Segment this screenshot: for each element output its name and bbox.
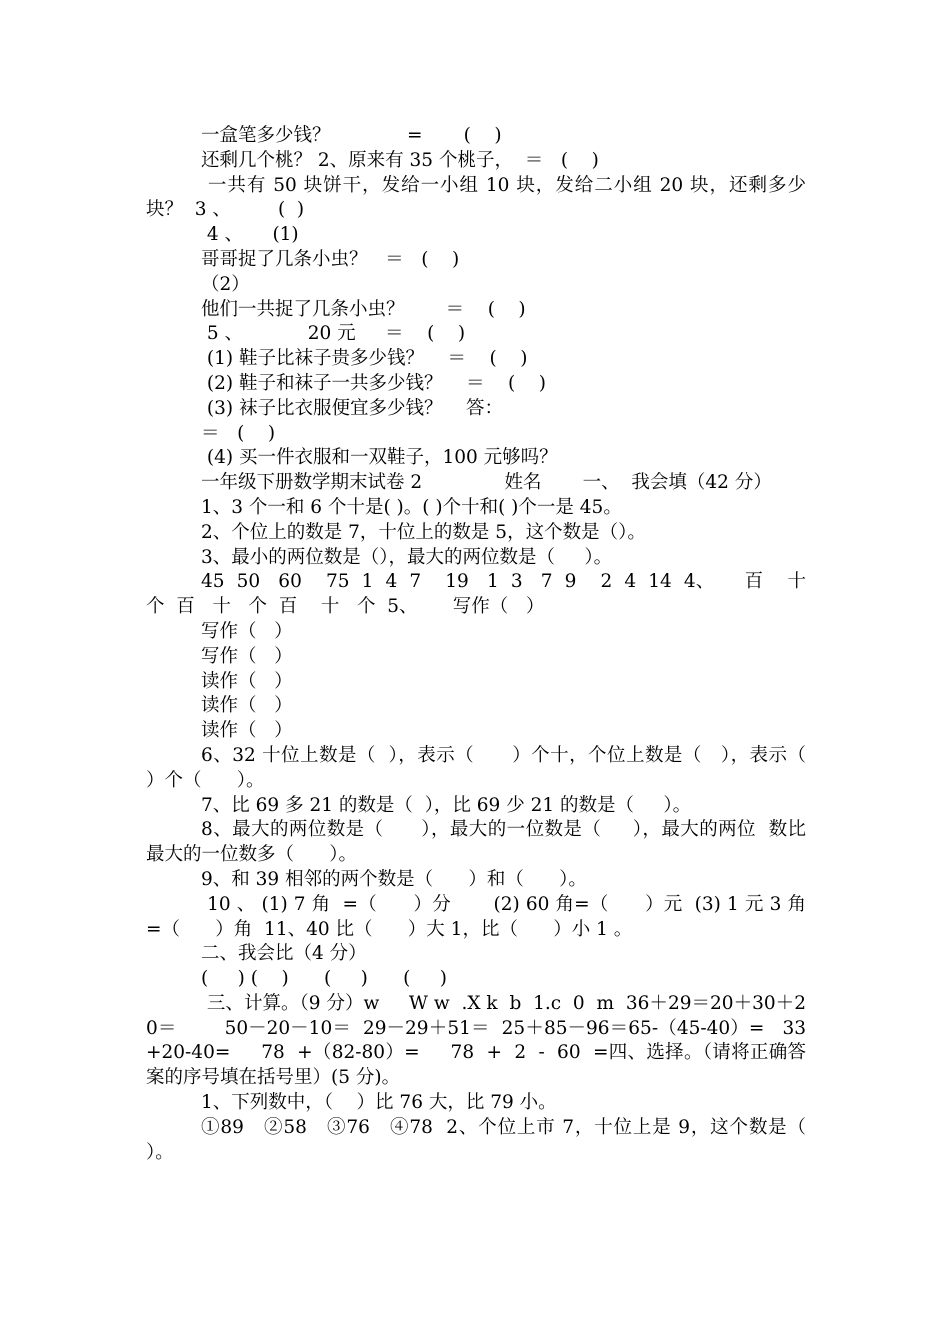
text-line: 1、3 个一和 6 个十是( )。( )个十和( )个一是 45。 [201,496,622,518]
text-line: 二、我会比（4 分） [201,943,367,965]
text-line: 5 、 20 元 ＝ ( ) [201,323,466,345]
text-line: 4 、 (1) [201,224,299,246]
text-line: 一年级下册数学期末试卷 2 姓名 一、 我会填（42 分） [201,472,772,494]
text-line: 他们一共捉了几条小虫？ ＝ ( ) [201,298,526,320]
text-line: ( ) ( ) ( ) ( ) [201,968,447,990]
text-line: 8、最大的两位数是（ ），最大的一位数是（ ），最大的两位 数比最大的一位数多（ ）。 [146,819,806,866]
text-line: 写作（ ） [201,620,293,642]
text-line: 还剩几个桃？ 2、原来有 35 个桃子， ＝ ( ) [201,149,599,171]
text-line: 10 、 (1) 7 角 =（ ）分 (2) 60 角=（ ）元 (3) 1 元 3 角=（ ）角 11、40 比（ ）大 1，比（ ）小 1 。 [146,893,806,940]
text-line: 一共有 50 块饼干，发给一小组 10 块，发给二小组 20 块，还剩多少块？ 3 、 ( ) [146,174,806,221]
text-line: 9、和 39 相邻的两个数是（ ）和（ ）。 [201,868,587,890]
text-line: 7、比 69 多 21 的数是（ ），比 69 少 21 的数是（ ）。 [201,794,692,816]
text-line: (1) 鞋子比袜子贵多少钱？ ＝ ( ) [201,348,528,370]
text-line: 2、个位上的数是 7，十位上的数是 5，这个数是（）。 [201,521,646,543]
text-line: 读作（ ） [201,695,293,717]
text-line: (4) 买一件衣服和一双鞋子，100 元够吗？ [201,447,558,469]
document-body [146,124,842,1165]
text-line: 45 50 60 75 1 4 7 19 1 3 7 9 2 4 14 4、 百 十 个 百 十 个 百 十 个 5、 写作（ ） [146,571,824,618]
text-line: 读作（ ） [201,720,293,742]
text-line: ＝ ( ) [201,422,276,444]
text-line: ①89 ②58 ③76 ④78 2、个位上市 7，十位上是 9，这个数是（ ）。 [146,1116,830,1163]
text-line: 三、计算。（9 分）w W w .X k b 1.c 0 m 36＋29＝20＋30＋20＝ 50－20－10＝ 29－29＋51＝ 25＋85－96＝65-（45-40）= 33+20-40= 78 +（82-80）= 78 + 2 - 60 =四、选择。（请将正确答案的序号填在括号里）(5 分)。 [146,992,806,1089]
text-line: 写作（ ） [201,645,293,667]
text-line: 3、最小的两位数是（），最大的两位数是（ ）。 [201,546,613,568]
text-line: 6、32 十位上数是（ ），表示（ ）个十，个位上数是（ ），表示（ ）个（ ）。 [146,744,842,791]
text-line: (3) 袜子比衣服便宜多少钱？ 答： [201,397,504,419]
text-line: 哥哥捉了几条小虫？ ＝ ( ) [201,248,460,270]
text-line: 1、下列数中，（ ）比 76 大，比 79 小。 [201,1092,557,1114]
text-line: 读作（ ） [201,670,293,692]
text-line: (2) 鞋子和袜子一共多少钱？ ＝ ( ) [201,372,546,394]
text-line: 一盒笔多少钱？ = ( ) [201,125,502,146]
text-line: （2） [201,273,250,295]
